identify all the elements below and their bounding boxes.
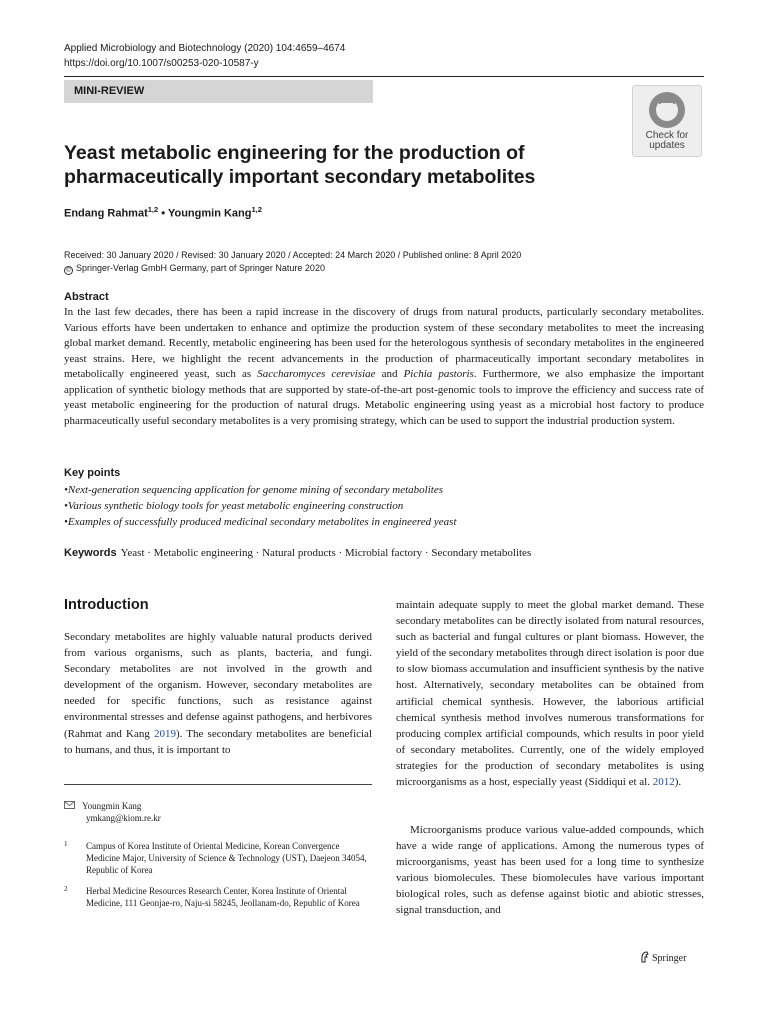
journal-citation: Applied Microbiology and Biotechnology (2020) 104:4659–4674 (64, 43, 346, 54)
abstract-heading: Abstract (64, 291, 109, 303)
envelope-icon (64, 800, 82, 812)
keywords-text: Yeast · Metabolic engineering · Natural products · Microbial factory · Secondary metabolites (120, 547, 532, 559)
introduction-heading: Introduction (64, 597, 149, 613)
doi-link[interactable]: https://doi.org/10.1007/s00253-020-10587-y (64, 58, 259, 69)
introduction-paragraph-left: Secondary metabolites are highly valuable natural products derived from various organisms, such as plants, bacteria, and fungi. Secondary metabolites are not involved in the growth and development of the organism. However, secondary metabolites are needed for specific functions, such as resistance against environmental stresses and defense against pathogens, and herbivores (Rahmat and Kang 2019). The secondary metabolites are beneficial to humans, and thus, it is important to (64, 631, 372, 756)
abstract-text: In the last few decades, there has been a rapid increase in the discovery of drugs from natural products, particularly secondary metabolites. Various efforts have been undertaken to enhance and optimize the production system of these secondary metabolites to meet the increasing global market demand. Recently, metabolic engineering has been used for the heterologous synthesis of secondary metabolites in the engineered yeast strains. Here, we highlight the recent advancements in the production of pharmaceutically important secondary metabolites in metabolically engineered yeast, such as Saccharomyces cerevisiae and Pichia pastoris. Furthermore, we also emphasize the important application of synthetic biology methods that are supported by state-of-the-art post-genomic tools to improve the efficiency and success rate of yeast metabolic engineering for the production of natural drugs. Metabolic engineering using yeast as a microbial host factory to produce pharmaceutically useful secondary metabolites is a very promising strategy, which can be used to support the industrial production system. (64, 306, 705, 427)
header-rule (64, 76, 704, 77)
check-for-updates-badge[interactable] (632, 85, 702, 157)
keywords-label: Keywords (64, 547, 117, 559)
citation-link[interactable]: 2019 (153, 727, 176, 740)
springer-horse-icon (640, 951, 650, 963)
copyright-icon: © (64, 266, 73, 275)
species-name: Pichia pastoris (403, 368, 474, 380)
corresponding-author (64, 800, 161, 824)
keywords (64, 547, 531, 559)
copyright-text: Springer-Verlag GmbH Germany, part of Springer Nature 2020 (76, 263, 325, 273)
author-separator: • (161, 207, 166, 220)
list-item: •Next-generation sequencing application for genome mining of secondary metabolites (64, 484, 444, 496)
affiliation-1 (64, 840, 372, 876)
citation-link[interactable]: 2012 (652, 776, 675, 789)
author-name[interactable]: Endang Rahmat (64, 207, 148, 220)
publication-history (64, 249, 521, 275)
footnote-rule (64, 784, 372, 785)
introduction-paragraph-right-2: Microorganisms produce various value-added compounds, which have a wide range of applications. Among the numerous types of microorganisms, yeast has been used for a long time to synthesize various biomolecules. These biomolecules have various important biological roles, such as defense against biotic and abiotic stresses, signal transduction, and (396, 824, 704, 917)
key-points-list (64, 482, 704, 530)
affiliation-text: Campus of Korea Institute of Oriental Medicine, Korean Convergence Medicine Major, University of Science & Technology (UST), Daejeon 34054, Republic of Korea (86, 841, 367, 875)
dates-line: Received: 30 January 2020 / Revised: 30 January 2020 / Accepted: 24 March 2020 / Published online: 8 April 2020 (64, 250, 522, 260)
affiliation-text: Herbal Medicine Resources Research Center, Korea Institute of Oriental Medicine, 111 Geonjae-ro, Naju-si 58245, Jeollanam-do, Republic of Korea (86, 886, 360, 908)
copyright-line (64, 262, 521, 275)
article-type-band: MINI-REVIEW (64, 80, 373, 103)
publisher-logo (640, 951, 686, 964)
journal-header (64, 41, 345, 71)
author-affiliation: 1,2 (147, 205, 159, 214)
author-affiliation: 1,2 (251, 205, 262, 214)
introduction-paragraph-right: maintain adequate supply to meet the global market demand. These secondary metabolites can be directly isolated from natural resources, such as bacterial and fungal cultures or plant biomass. However, the yield of the secondary metabolites through direct isolation is poor due to slow biomass accumulation and insufficient synthesis by the native host. Alternatively, secondary metabolites can be obtained from artificial chemical synthesis. However, the laborious artificial chemical synthesis method involves numerous transformations for producing complex artificial compounds, which results in poor yield of secondary metabolites. Currently, one of the widely employed strategies for the production of secondary metabolites is using microorganisms as a host, especially yeast (Siddiqui et al. 2012). (396, 599, 704, 789)
check-label-line1: Check for (645, 130, 689, 141)
author-list (64, 205, 262, 220)
corresponding-email[interactable]: ymkang@kiom.re.kr (86, 813, 161, 823)
crossmark-icon (647, 90, 687, 130)
publisher-name: Springer (652, 953, 687, 964)
list-item: •Various synthetic biology tools for yeast metabolic engineering construction (64, 500, 404, 512)
affiliation-number: 1 (64, 840, 68, 848)
key-points-heading: Key points (64, 467, 121, 479)
affiliation-2 (64, 885, 372, 909)
author-name[interactable]: Youngmin Kang (167, 207, 252, 220)
list-item: •Examples of successfully produced medicinal secondary metabolites in engineered yeast (64, 516, 457, 528)
species-name: Saccharomyces cerevisiae (257, 368, 376, 380)
corresponding-name: Youngmin Kang (82, 801, 142, 811)
check-label-line2: updates (649, 140, 685, 151)
article-title: Yeast metabolic engineering for the production of pharmaceutically important secondary metabolites (64, 142, 536, 188)
affiliation-number: 2 (64, 885, 68, 893)
